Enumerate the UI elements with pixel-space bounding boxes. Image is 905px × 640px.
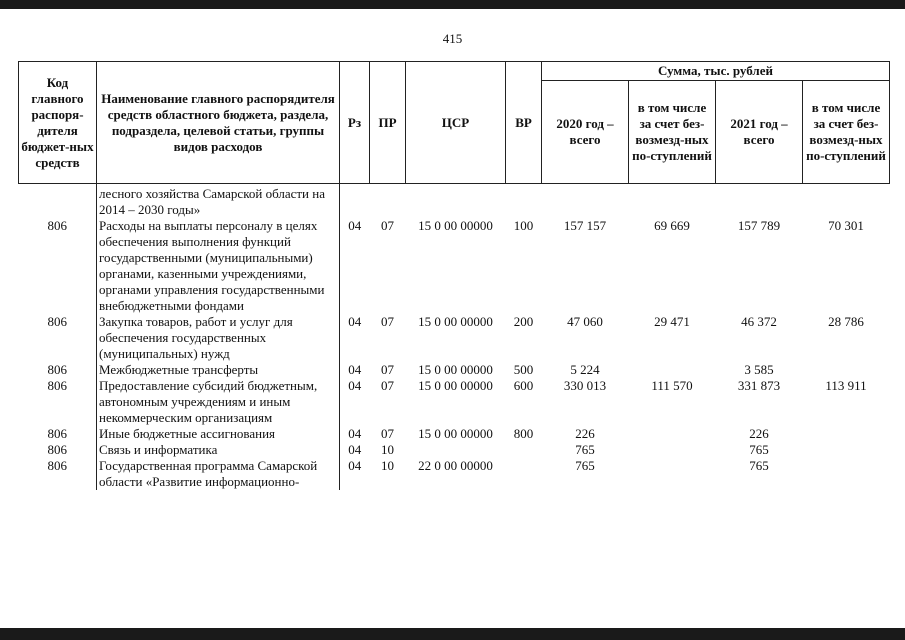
row-2021-free (803, 458, 890, 490)
row-2021-total: 765 (749, 458, 769, 473)
row-csr: 15 0 00 00000 (418, 314, 493, 329)
row-rz: 04 (348, 314, 362, 329)
row-2021-free: 113 911 (825, 378, 867, 393)
header-vr: ВР (506, 62, 542, 184)
row-2021-total: 157 789 (737, 218, 781, 233)
row-vr: 800 (513, 426, 534, 441)
table-row (19, 442, 890, 458)
row-rz: 04 (348, 458, 362, 473)
header-csr: ЦСР (406, 62, 506, 184)
header-2021-free: в том числе за счет без-возмезд-ных по-ступлений (803, 81, 890, 184)
row-name: Связь и информатика (97, 442, 340, 458)
row-name: Расходы на выплаты персоналу в целях обеспечения выполнения функций государственными (муниципальными) органами, казенными учреждениями, органами управления государственными внебюджетными фондами (97, 218, 340, 314)
row-name: Государственная программа Самарской области «Развитие информационно- (97, 458, 340, 490)
row-csr (406, 442, 506, 458)
row-pr: 07 (381, 426, 394, 441)
row-code: 806 (47, 218, 67, 233)
top-border-bar (0, 0, 905, 9)
row-2021-free: 28 786 (828, 314, 864, 329)
header-sum: Сумма, тыс. рублей (542, 62, 890, 81)
row-2020-free: 111 570 (651, 378, 693, 393)
header-2020-total: 2020 год – всего (542, 81, 629, 184)
row-pr: 10 (381, 442, 394, 457)
row-rz: 04 (348, 378, 362, 393)
row-name: Предоставление субсидий бюджетным, автономным учреждениям и иным некоммерческим организациям (97, 378, 340, 426)
row-csr (406, 184, 506, 219)
row-2020-free (629, 426, 716, 442)
row-vr: 200 (513, 314, 534, 329)
row-2020-total: 5 224 (570, 362, 600, 377)
table-row (19, 362, 890, 378)
row-csr: 22 0 00 00000 (418, 458, 493, 473)
row-2021-total: 3 585 (744, 362, 774, 377)
header-row-1 (19, 62, 890, 81)
row-2020-free (629, 362, 716, 378)
row-pr: 07 (381, 314, 394, 329)
row-name: Межбюджетные трансферты (97, 362, 340, 378)
row-vr (506, 458, 542, 490)
header-2020-free: в том числе за счет без-возмезд-ных по-ступлений (629, 81, 716, 184)
row-csr: 15 0 00 00000 (418, 426, 493, 441)
bottom-border-bar (0, 628, 905, 640)
row-2021-total: 46 372 (741, 314, 777, 329)
row-2020-total (542, 184, 629, 219)
row-2021-total (716, 184, 803, 219)
table-row (19, 426, 890, 442)
row-vr: 600 (513, 378, 534, 393)
table-row (19, 184, 890, 219)
row-pr: 07 (381, 378, 394, 393)
row-2021-free (803, 442, 890, 458)
header-pr: ПР (370, 62, 406, 184)
row-rz: 04 (348, 442, 362, 457)
row-2021-free (803, 362, 890, 378)
row-vr: 100 (513, 218, 534, 233)
row-pr: 10 (381, 458, 394, 473)
table-row (19, 314, 890, 362)
row-2021-free (803, 184, 890, 219)
row-name: Иные бюджетные ассигнования (97, 426, 340, 442)
row-2020-total: 765 (575, 442, 595, 457)
table-body (19, 184, 890, 491)
row-code: 806 (47, 426, 67, 441)
row-pr: 07 (381, 218, 394, 233)
row-rz: 04 (348, 426, 362, 441)
row-csr: 15 0 00 00000 (418, 378, 493, 393)
row-code: 806 (47, 442, 67, 457)
row-code: 806 (47, 314, 67, 329)
row-2020-free (629, 442, 716, 458)
row-code (19, 184, 97, 219)
table-row (19, 458, 890, 490)
row-2020-total: 330 013 (563, 378, 607, 393)
row-rz: 04 (348, 218, 362, 233)
row-2021-free (803, 426, 890, 442)
header-rz: Рз (340, 62, 370, 184)
row-pr (370, 184, 406, 219)
row-pr: 07 (381, 362, 394, 377)
page-number: 415 (442, 31, 463, 46)
row-code: 806 (47, 362, 67, 377)
row-2021-total: 765 (749, 442, 769, 457)
row-vr: 500 (513, 362, 534, 377)
row-code: 806 (47, 378, 67, 393)
row-2021-total: 226 (749, 426, 769, 441)
row-2021-free: 70 301 (828, 218, 864, 233)
row-csr: 15 0 00 00000 (418, 218, 493, 233)
row-vr (506, 442, 542, 458)
row-2020-free: 29 471 (654, 314, 690, 329)
row-2020-free (629, 458, 716, 490)
row-2020-free: 69 669 (654, 218, 690, 233)
row-2020-total: 226 (575, 426, 595, 441)
row-vr (506, 184, 542, 219)
row-csr: 15 0 00 00000 (418, 362, 493, 377)
row-2020-free (629, 184, 716, 219)
table-row (19, 218, 890, 314)
header-2021-total: 2021 год – всего (716, 81, 803, 184)
row-2020-total: 47 060 (567, 314, 603, 329)
row-name: Закупка товаров, работ и услуг для обеспечения государственных (муниципальных) нужд (97, 314, 340, 362)
row-code: 806 (47, 458, 67, 473)
header-code: Код главного распоря-дителя бюджет-ных средств (19, 62, 97, 184)
budget-table (18, 61, 890, 490)
row-rz (340, 184, 370, 219)
row-2020-total: 157 157 (563, 218, 607, 233)
row-name: лесного хозяйства Самарской области на 2014 – 2030 годы» (97, 184, 340, 219)
row-2020-total: 765 (575, 458, 595, 473)
row-rz: 04 (348, 362, 362, 377)
table-row (19, 378, 890, 426)
header-name: Наименование главного распорядителя средств областного бюджета, раздела, подраздела, целевой статьи, группы видов расходов (97, 62, 340, 184)
row-2021-total: 331 873 (737, 378, 781, 393)
